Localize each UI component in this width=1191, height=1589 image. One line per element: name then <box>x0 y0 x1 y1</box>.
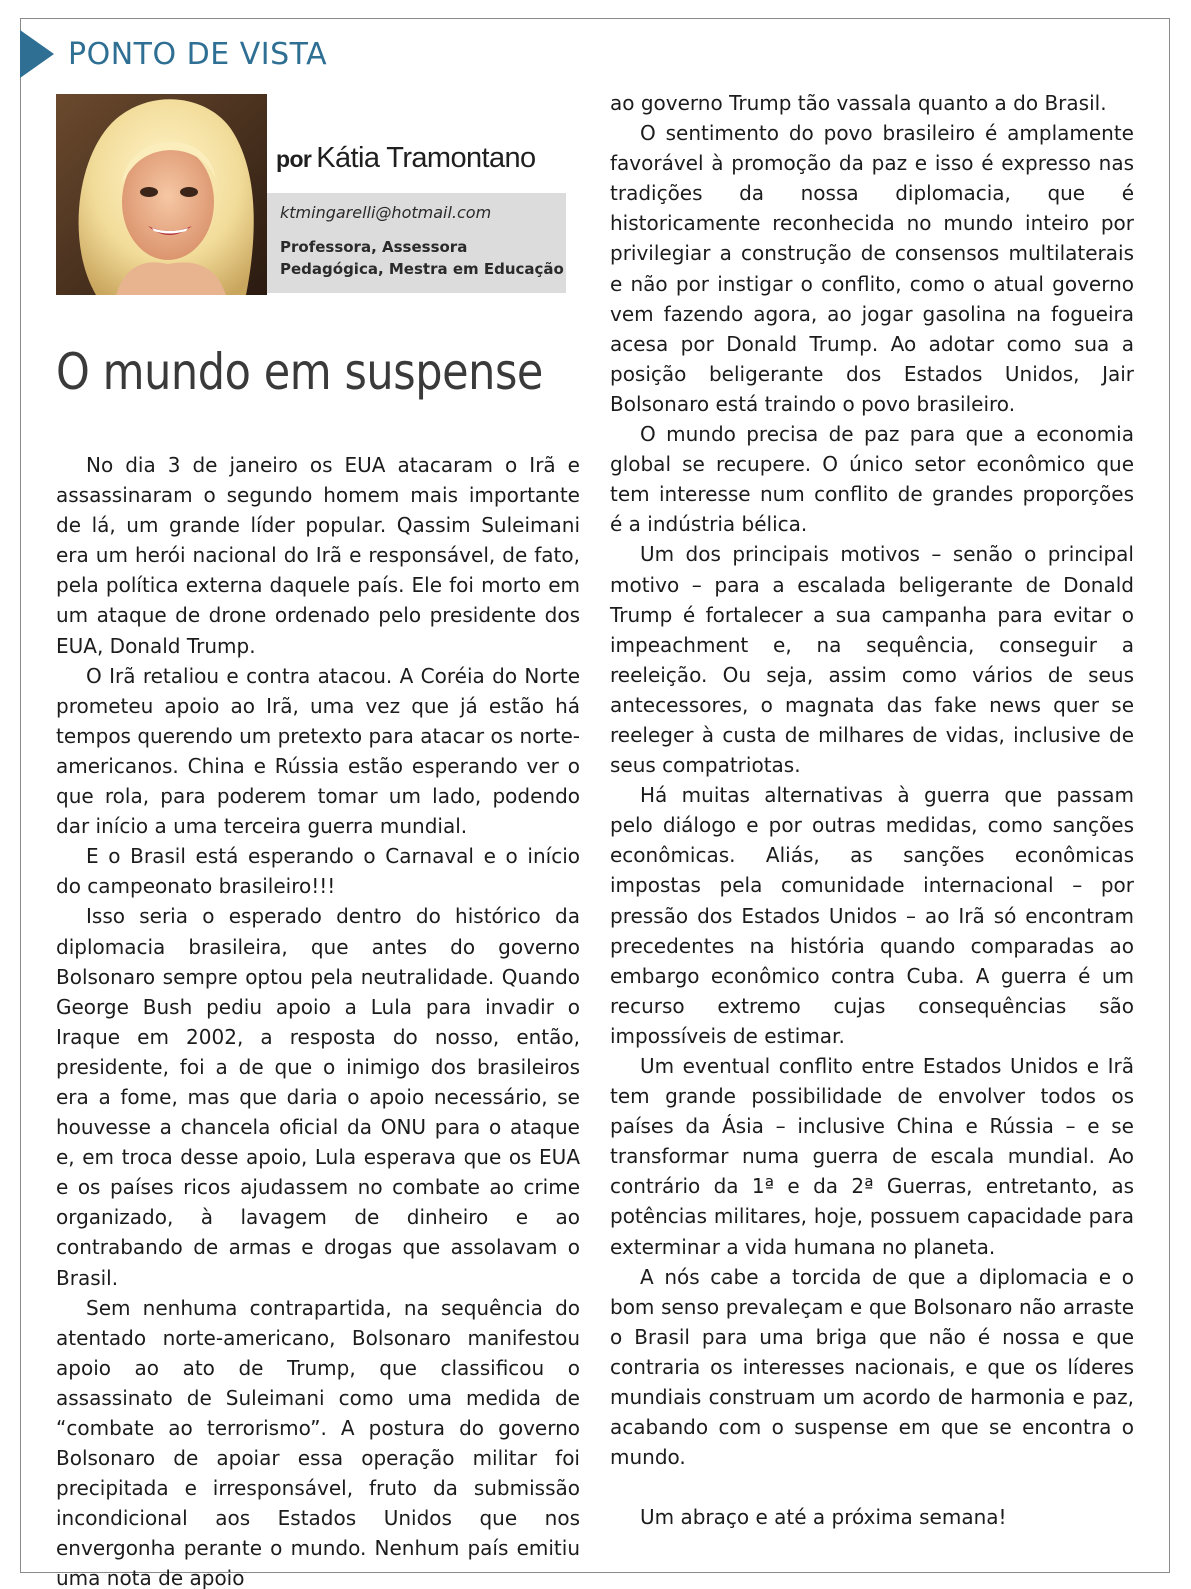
paragraph: O mundo precisa de paz para que a economia global se recupere. O único setor econômico que tem interesse num conflito de grandes proporções é a indústria bélica. <box>610 422 1134 537</box>
author-name: Kátia Tramontano <box>316 142 536 174</box>
author-byline <box>276 142 536 175</box>
article-headline: O mundo em suspense <box>56 343 543 401</box>
paragraph: O sentimento do povo brasileiro é amplamente favorável à promoção da paz e isso é expresso nas tradições da nossa diplomacia, que é historicamente reconhecida no mundo inteiro por privilegiar a construção de consensos multilaterais e não por instigar o conflito, como o atual governo vem fazendo agora, ao jogar gasolina na fogueira acesa por Donald Trump. Ao adotar como sua a posição beligerante dos Estados Unidos, Jair Bolsonaro está traindo o povo brasileiro. <box>610 121 1134 416</box>
author-email[interactable]: ktmingarelli@hotmail.com <box>280 203 492 222</box>
byline-prefix: por <box>276 146 312 172</box>
paragraph-continuation: ao governo Trump tão vassala quanto a do Brasil. <box>610 91 1107 115</box>
author-photo <box>56 94 267 295</box>
paragraph: Isso seria o esperado dentro do histórico da diplomacia brasileira, que antes do governo Bolsonaro sempre optou pela neutralidade. Quando George Bush pediu apoio a Lula para invadir o Iraque em 2002, a resposta do nosso, então, presidente, foi a de que o inimigo dos brasileiros era a fome, mas que daria o apoio necessário, se houvesse a chancela oficial da ONU para o ataque e, em troca desse apoio, Lula esperava que os EUA e os países ricos ajudassem no combate ao crime organizado, à lavagem de dinheiro e ao contrabando de armas e drogas que assolavam o Brasil. <box>56 904 580 1290</box>
paragraph: Há muitas alternativas à guerra que passam pelo diálogo e por outras medidas, como sanções econômicas. Aliás, as sanções econômicas impostas pela comunidade internacional – por pressão dos Estados Unidos – ao Irã só encontram precedentes na história quando comparadas ao embargo econômico contra Cuba. A guerra é um recurso extremo cujas consequências são impossíveis de estimar. <box>610 783 1134 1048</box>
paragraph: Um eventual conflito entre Estados Unidos e Irã tem grande possibilidade de envolver todos os países da Ásia – inclusive China e Rússia – e se transformar numa guerra de escala mundial. Ao contrário da 1ª e da 2ª Guerras, entretanto, as potências militares, hoje, possuem capacidade para exterminar a vida humana no planeta. <box>610 1054 1134 1259</box>
author-info-box <box>267 193 566 293</box>
paragraph: Sem nenhuma contrapartida, na sequência do atentado norte-americano, Bolsonaro manifestou apoio ao ato de Trump, que classificou o assassinato de Suleimani como uma medida de “combate ao terrorismo”. A postura do governo Bolsonaro de apoiar essa operação militar foi precipitada e irresponsável, fruto da submissão incondicional aos Estados Unidos que nos envergonha perante o mundo. Nenhum país emitiu uma nota de apoio <box>56 1295 580 1589</box>
bio-line-1: Professora, Assessora <box>280 238 468 256</box>
article-column-right <box>610 88 1134 1532</box>
section-arrow-icon <box>20 30 54 78</box>
paragraph: A nós cabe a torcida de que a diplomacia e o bom senso prevaleçam e que Bolsonaro não arraste o Brasil para uma briga que não é nossa e que contraria os interesses nacionais, e que os líderes mundiais construam um acordo de harmonia e paz, acabando com o suspense em que se encontra o mundo. <box>610 1264 1134 1470</box>
article-column-left <box>56 450 580 1589</box>
paragraph: O Irã retaliou e contra atacou. A Coréia do Norte prometeu apoio ao Irã, uma vez que já estão há tempos querendo um pretexto para atacar os norte-americanos. China e Rússia estão esperando ver o que rola, para poderem tomar um lado, podendo dar início a uma terceira guerra mundial. <box>56 663 580 839</box>
section-title: PONTO DE VISTA <box>68 37 328 72</box>
author-bio <box>280 236 565 280</box>
paragraph: No dia 3 de janeiro os EUA atacaram o Irã e assassinaram o segundo homem mais importante de lá, um grande líder popular. Qassim Suleimani era um herói nacional do Irã e responsável, de fato, pela política externa daquele país. Ele foi morto em um ataque de drone ordenado pelo presidente dos EUA, Donald Trump. <box>56 453 580 658</box>
closing-line: Um abraço e até a próxima semana! <box>640 1505 1007 1530</box>
paragraph: E o Brasil está esperando o Carnaval e o início do campeonato brasileiro!!! <box>56 844 580 899</box>
bio-line-2: Pedagógica, Mestra em Educação <box>280 260 564 278</box>
paragraph: Um dos principais motivos – senão o principal motivo – para a escalada beligerante de Donald Trump é fortalecer a sua campanha para evitar o impeachment e, na sequência, conseguir a reeleição. Ou seja, assim como vários de seus antecessores, o magnata das fake news quer se reeleger à custa de milhares de vidas, inclusive de seus compatriotas. <box>610 542 1134 778</box>
